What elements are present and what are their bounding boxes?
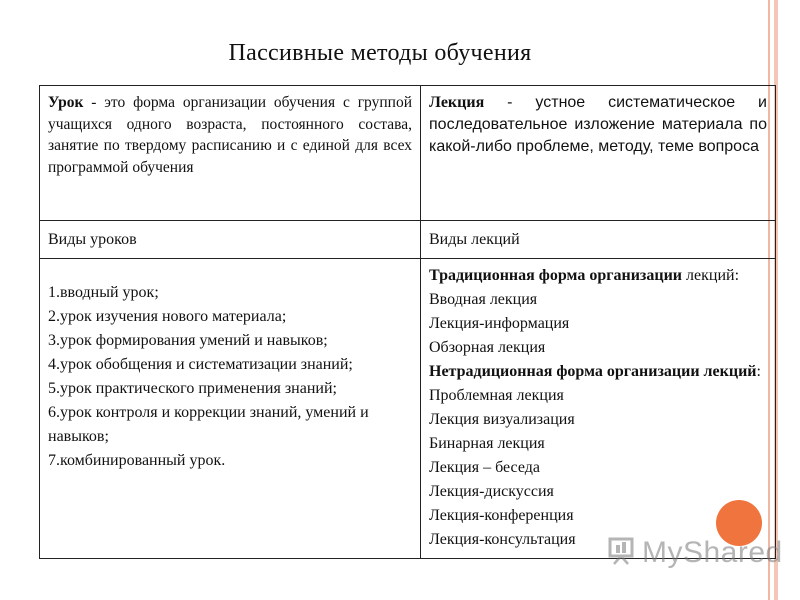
list-item: 2.урок изучения нового материала; bbox=[48, 308, 287, 325]
nontraditional-header-rest: : bbox=[756, 363, 761, 380]
watermark-logo bbox=[608, 536, 783, 570]
list-item: Лекция-информация bbox=[429, 315, 570, 332]
list-item: 5.урок практического применения знаний; bbox=[48, 380, 337, 397]
list-item: 3.урок формирования умений и навыков; bbox=[48, 332, 328, 349]
list-item: Лекция – беседа bbox=[429, 459, 540, 476]
nontraditional-header-bold: Нетрадиционная форма организации лекций bbox=[429, 363, 757, 380]
definition-row bbox=[40, 86, 776, 221]
lesson-definition-cell bbox=[40, 86, 421, 221]
list-item: Обзорная лекция bbox=[429, 339, 546, 356]
list-item: 4.урок обобщения и систематизации знаний; bbox=[48, 356, 353, 373]
types-header-row bbox=[40, 221, 776, 259]
lecture-types-cell bbox=[421, 259, 776, 559]
list-item: Лекция-конференция bbox=[429, 507, 574, 524]
list-item: Проблемная лекция bbox=[429, 387, 564, 404]
lecture-definition-cell bbox=[421, 86, 776, 221]
nontraditional-header bbox=[429, 360, 767, 384]
lecture-term: Лекция bbox=[429, 94, 485, 111]
lesson-definition: - это форма организации обучения с группой учащихся одного возраста, постоянного состава, занятие по твердому расписанию и с единой для всех программой обучения bbox=[48, 94, 412, 176]
list-item: 7.комбинированный урок. bbox=[48, 452, 226, 469]
list-item: 1.вводный урок; bbox=[48, 284, 159, 301]
traditional-header-bold: Традиционная форма организации bbox=[429, 267, 683, 284]
traditional-header-rest: лекций: bbox=[682, 267, 740, 284]
types-list-row bbox=[40, 259, 776, 559]
comparison-table bbox=[39, 85, 776, 559]
lesson-term: Урок bbox=[48, 94, 84, 111]
list-item: Вводная лекция bbox=[429, 291, 538, 308]
list-item: Лекция-дискуссия bbox=[429, 483, 554, 500]
list-item: Лекция-консультация bbox=[429, 531, 576, 548]
list-item: Бинарная лекция bbox=[429, 435, 545, 452]
lecture-definition: - устное систематическое и последовательное изложение материала по какой-либо проблеме, методу, теме вопроса bbox=[429, 94, 767, 155]
list-item: Лекция визуализация bbox=[429, 411, 575, 428]
watermark-text: MyShared bbox=[642, 536, 783, 569]
lesson-types-header: Виды уроков bbox=[40, 221, 421, 259]
list-item: 6.урок контроля и коррекции знаний, умений и навыков; bbox=[48, 404, 369, 445]
lecture-types-header: Виды лекций bbox=[421, 221, 776, 259]
slide-title: Пассивные методы обучения bbox=[228, 40, 532, 66]
lesson-types-cell bbox=[40, 259, 421, 559]
presentation-board-icon bbox=[608, 536, 638, 571]
traditional-header bbox=[429, 264, 767, 288]
